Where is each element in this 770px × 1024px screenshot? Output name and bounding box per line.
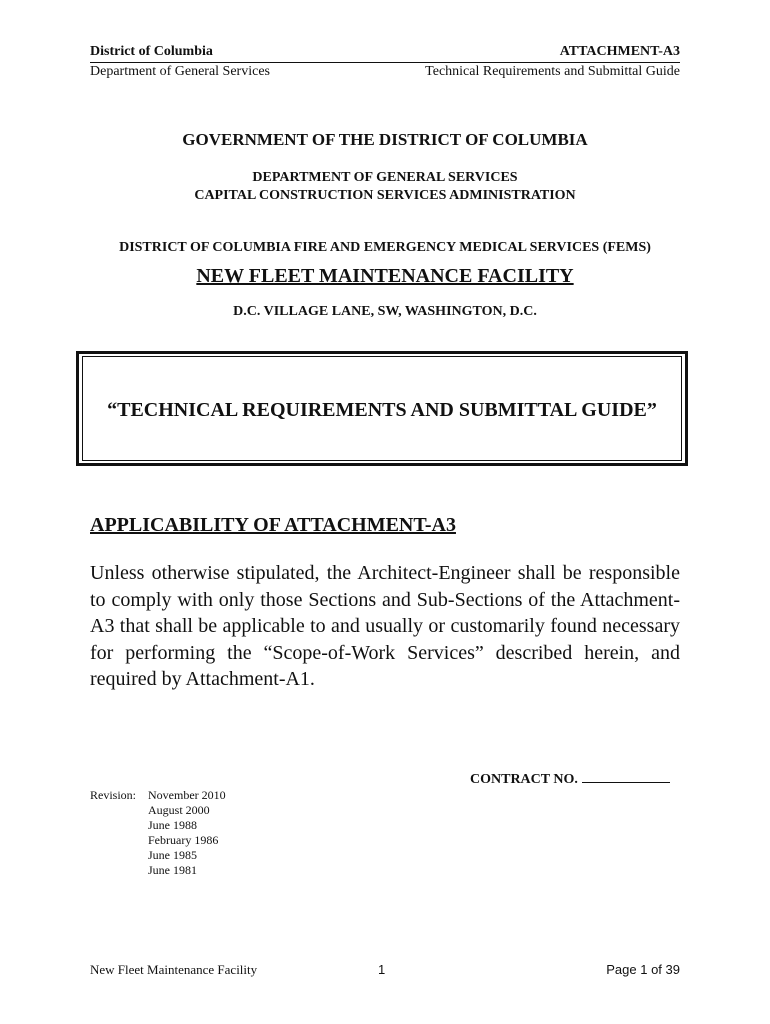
applicability-paragraph: Unless otherwise stipulated, the Architect-Engineer shall be responsible to comply with only those Sections and Sub-Sections of the Attachment-A3 that shall be applicable to and usually or customarily found necessary for performing the “Scope-of-Work Services” described herein, and required by Attachment-A1. [90,562,680,690]
contract-number-field [470,770,670,788]
revision-label: Revision: [90,788,137,802]
header-rule [90,62,680,63]
footer-page-count: Page 1 of 39 [606,962,680,977]
revision-date: June 1985 [148,848,197,862]
revision-date-list [148,788,226,878]
agency-title: DISTRICT OF COLUMBIA FIRE AND EMERGENCY MEDICAL SERVICES (FEMS) [119,240,651,255]
contract-number-blank [582,770,670,783]
header-department: Department of General Services [90,64,270,79]
header-document-title: Technical Requirements and Submittal Guide [425,64,680,79]
revision-date: November 2010 [148,788,226,802]
revision-date: June 1988 [148,818,197,832]
project-title: NEW FLEET MAINTENANCE FACILITY [196,265,574,287]
header-jurisdiction: District of Columbia [90,44,213,59]
revision-date: February 1986 [148,833,219,847]
footer-page-number: 1 [378,962,386,977]
department-title: DEPARTMENT OF GENERAL SERVICES [252,170,518,185]
revision-date: August 2000 [148,803,210,817]
contract-number-label: CONTRACT NO. [470,772,578,787]
project-address: D.C. VILLAGE LANE, SW, WASHINGTON, D.C. [233,304,537,319]
header-attachment-id: ATTACHMENT-A3 [559,44,680,59]
revision-date: June 1981 [148,863,197,877]
applicability-heading: APPLICABILITY OF ATTACHMENT-A3 [90,514,456,536]
government-title: GOVERNMENT OF THE DISTRICT OF COLUMBIA [182,130,588,149]
footer-project-name: New Fleet Maintenance Facility [90,962,258,977]
boxed-document-title: “TECHNICAL REQUIREMENTS AND SUBMITTAL GUIDE” [107,399,657,421]
administration-title: CAPITAL CONSTRUCTION SERVICES ADMINISTRATION [194,188,576,203]
